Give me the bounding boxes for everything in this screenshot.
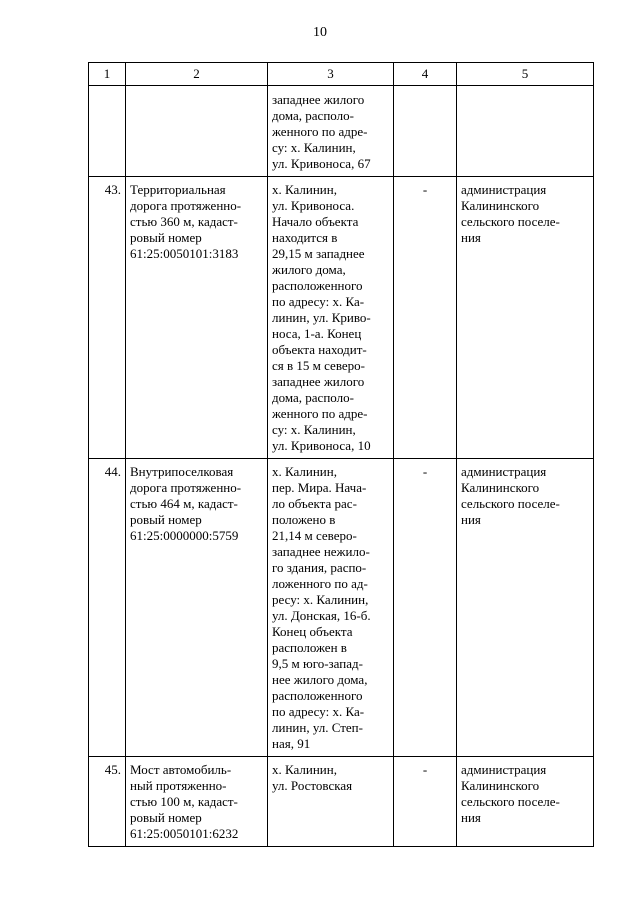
object-name: Территориальная дорога протяженно- стью 360 м, кадаст- ровый номер 61:25:0050101:3183 [130, 182, 242, 261]
num-cell [89, 86, 126, 177]
holder-cell [457, 459, 594, 757]
col4-value: - [422, 182, 428, 197]
table-row [89, 177, 594, 459]
col4-value: - [422, 464, 428, 479]
row-number [89, 177, 126, 459]
object-name: Мост автомобиль- ный протяженно- стью 100 м, кадаст- ровый номер 61:25:0050101:6232 [130, 762, 239, 841]
holder-cell [457, 757, 594, 847]
row-number [89, 459, 126, 757]
name-cell [126, 86, 268, 177]
column-number-header: 1 [89, 63, 126, 86]
table-row [89, 459, 594, 757]
col4-cell [394, 86, 457, 177]
table-row-continuation [89, 86, 594, 177]
location-cell [268, 86, 394, 177]
location-cell [268, 757, 394, 847]
column-number-header: 3 [268, 63, 394, 86]
holder-text: администрация Калининского сельского поселе- ния [461, 464, 560, 527]
object-name: Внутрипоселковая дорога протяженно- стью 464 м, кадаст- ровый номер 61:25:0000000:5759 [130, 464, 242, 543]
holder-cell [457, 86, 594, 177]
column-number-header: 5 [457, 63, 594, 86]
row-number-text: 43. [104, 182, 121, 197]
page-number: 10 [313, 25, 327, 40]
row-number-text: 44. [104, 464, 121, 479]
table-row [89, 757, 594, 847]
location-text: х. Калинин, ул. Ростовская [272, 762, 353, 793]
col4-value: - [422, 762, 428, 777]
location-text: западнее жилого дома, располо- женного по адре- су: х. Калинин, ул. Кривоноса, 67 [272, 92, 371, 171]
name-cell [126, 459, 268, 757]
location-text: х. Калинин, пер. Мира. Нача- ло объекта рас- положено в 21,14 м северо- западнее нежило- го здания, распо- ложенного по ад- ресу: х. Калинин, ул. Донская, 16-б. Конец объекта расположен в 9,5 м юго-запад- нее жилого дома, расположенного по адресу: х. Ка- линин, ул. Степ- ная, 91 [272, 464, 371, 751]
name-cell [126, 757, 268, 847]
holder-text: администрация Калининского сельского поселе- ния [461, 182, 560, 245]
column-number-header: 2 [126, 63, 268, 86]
name-cell [126, 177, 268, 459]
holder-cell [457, 177, 594, 459]
property-register-table [88, 62, 594, 847]
holder-text: администрация Калининского сельского поселе- ния [461, 762, 560, 825]
location-cell [268, 459, 394, 757]
col4-cell [394, 757, 457, 847]
row-number [89, 757, 126, 847]
column-number-header: 4 [394, 63, 457, 86]
table-header-row [89, 63, 594, 86]
col4-cell [394, 459, 457, 757]
row-number-text: 45. [104, 762, 121, 777]
location-cell [268, 177, 394, 459]
col4-cell [394, 177, 457, 459]
location-text: х. Калинин, ул. Кривоноса. Начало объекта находится в 29,15 м западнее жилого дома, расположенного по адресу: х. Ка- линин, ул. Криво- носа, 1-а. Конец объекта находит- ся в 15 м северо- западнее жилого дома, располо- женного по адре- су: х. Калинин, ул. Кривоноса, 10 [272, 182, 371, 453]
